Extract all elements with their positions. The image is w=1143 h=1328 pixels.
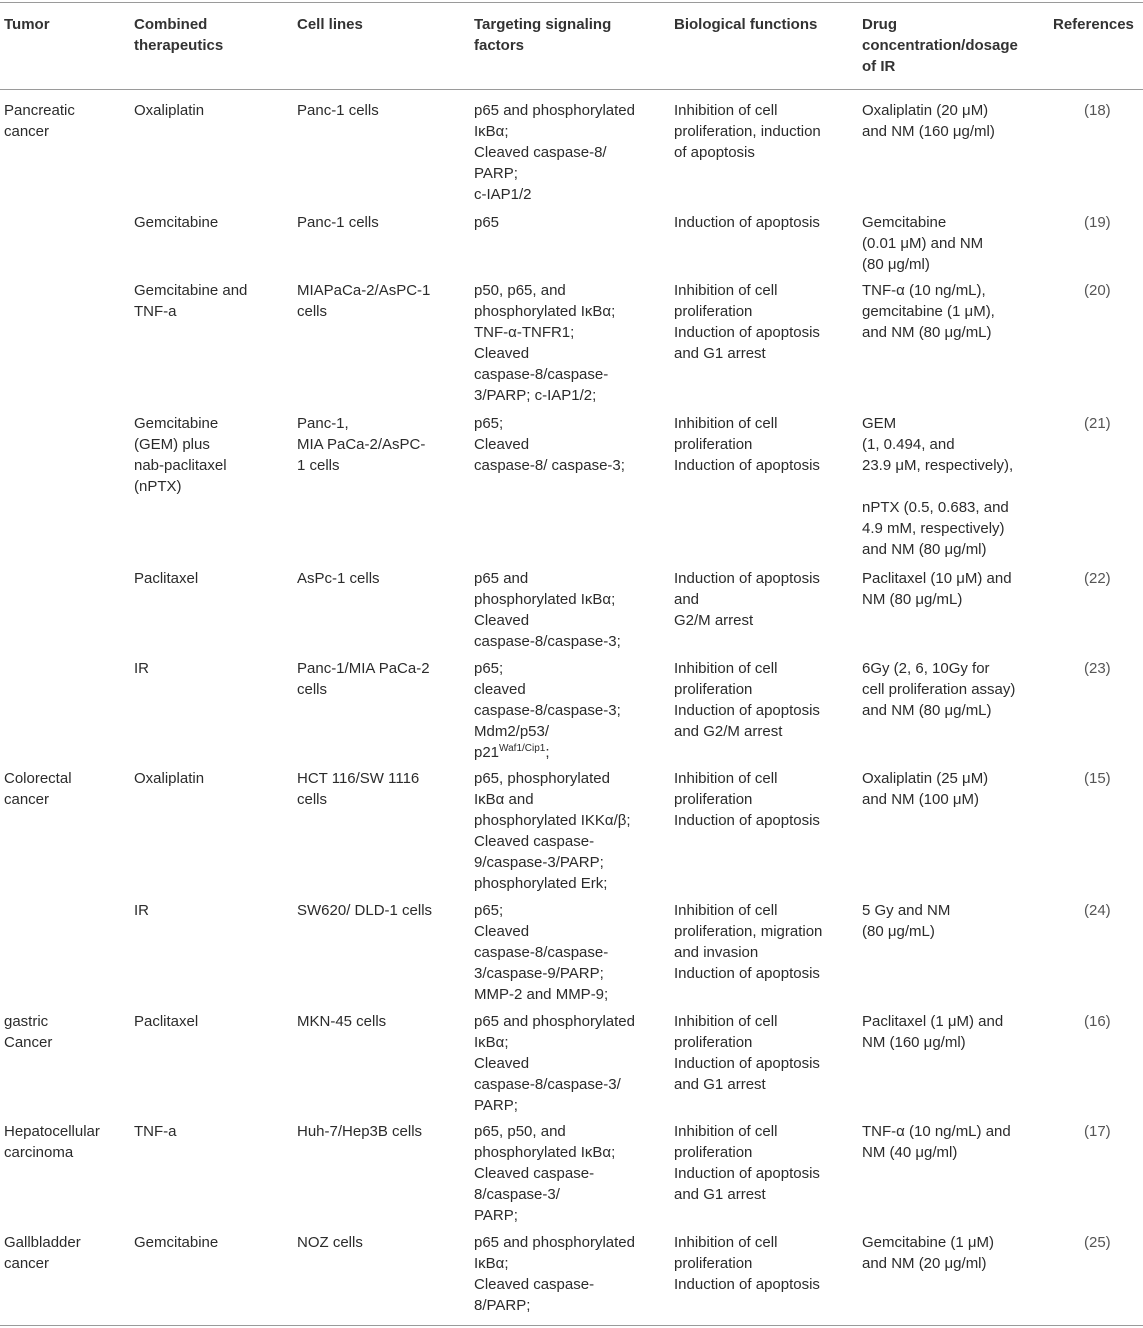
cell-functions: Inhibition of cell proliferation Induction of apoptosis and G1 arrest — [674, 1013, 820, 1093]
cell-reference[interactable]: (17) — [1084, 1123, 1111, 1140]
cell-functions: Inhibition of cell proliferation Induction of apoptosis — [674, 770, 820, 829]
cell-dosage: TNF-α (10 ng/mL) and NM (40 μg/ml) — [862, 1123, 1011, 1161]
cell-factors: p65 and phosphorylated IκBα; Cleaved caspase-8/ PARP; c-IAP1/2 — [474, 102, 635, 203]
header-tumor: Tumor — [4, 16, 50, 33]
header-references: References — [1053, 16, 1134, 33]
cell-functions: Inhibition of cell proliferation, migration and invasion Induction of apoptosis — [674, 902, 823, 982]
cell-reference[interactable]: (24) — [1084, 902, 1111, 919]
cell-functions: Induction of apoptosis — [674, 214, 820, 231]
cell-reference[interactable]: (21) — [1084, 415, 1111, 432]
cell-factors-superscript: Waf1/Cip1 — [499, 743, 546, 754]
cell-cell-lines: NOZ cells — [297, 1234, 363, 1251]
cell-therapeutic: Gemcitabine (GEM) plus nab-paclitaxel (nPTX) — [134, 415, 227, 495]
cell-dosage: Gemcitabine (1 μM) and NM (20 μg/ml) — [862, 1234, 995, 1272]
cell-therapeutic: Oxaliplatin — [134, 770, 205, 787]
cell-dosage: GEM (1, 0.494, and 23.9 μM, respectively), nPTX (0.5, 0.683, and 4.9 mM, respectively) and NM (80 μg/ml) — [862, 415, 1014, 558]
cell-factors: p65; Cleaved caspase-8/caspase- 3/caspase-9/PARP; MMP-2 and MMP-9; — [474, 902, 609, 1003]
cell-reference[interactable]: (22) — [1084, 570, 1111, 587]
cell-factors-tail: ; — [545, 744, 550, 761]
cell-therapeutic: Gemcitabine — [134, 214, 219, 231]
table-header-rule — [0, 89, 1143, 90]
cell-reference[interactable]: (16) — [1084, 1013, 1111, 1030]
cell-cell-lines: HCT 116/SW 1116 cells — [297, 770, 420, 808]
cell-reference[interactable]: (18) — [1084, 102, 1111, 119]
cell-functions: Inhibition of cell proliferation Induction of apoptosis and G1 arrest — [674, 1123, 820, 1203]
cell-factors-text: p65; cleaved caspase-8/caspase-3; Mdm2/p53/ p21 — [474, 660, 621, 761]
cell-therapeutic: Gemcitabine and TNF-a — [134, 282, 248, 320]
cell-factors: p65 and phosphorylated IκBα; Cleaved caspase- 8/PARP; — [474, 1234, 635, 1314]
cell-functions: Inhibition of cell proliferation Induction of apoptosis — [674, 1234, 820, 1293]
cell-cell-lines: Huh-7/Hep3B cells — [297, 1123, 423, 1140]
cell-factors: p65 and phosphorylated IκBα; Cleaved caspase-8/caspase-3; — [474, 570, 621, 650]
cell-functions: Inhibition of cell proliferation Induction of apoptosis and G2/M arrest — [674, 660, 820, 740]
cell-dosage: Oxaliplatin (20 μM) and NM (160 μg/ml) — [862, 102, 995, 140]
table-top-rule — [0, 2, 1143, 3]
cell-dosage: Oxaliplatin (25 μM) and NM (100 μM) — [862, 770, 989, 808]
cell-reference[interactable]: (20) — [1084, 282, 1111, 299]
cell-cell-lines: Panc-1 cells — [297, 214, 379, 231]
cell-cell-lines: MKN-45 cells — [297, 1013, 387, 1030]
cell-therapeutic: IR — [134, 902, 149, 919]
cell-dosage: Gemcitabine (0.01 μM) and NM (80 μg/ml) — [862, 214, 984, 273]
cell-tumor: Pancreatic cancer — [4, 102, 75, 140]
cell-dosage: TNF-α (10 ng/mL), gemcitabine (1 μM), and NM (80 μg/mL) — [862, 282, 995, 341]
header-biological-functions: Biological functions — [674, 16, 818, 33]
header-targeting-factors: Targeting signaling factors — [474, 16, 612, 54]
cell-tumor: gastric Cancer — [4, 1013, 53, 1051]
cell-factors: p50, p65, and phosphorylated IκBα; TNF-α-TNFR1; Cleaved caspase-8/caspase- 3/PARP; c-IAP1/2; — [474, 282, 616, 404]
cell-therapeutic: Paclitaxel — [134, 1013, 199, 1030]
cell-factors: p65; Cleaved caspase-8/ caspase-3; — [474, 415, 625, 474]
cell-tumor: Gallbladder cancer — [4, 1234, 81, 1272]
cell-cell-lines: Panc-1 cells — [297, 102, 379, 119]
cell-factors: p65 — [474, 214, 500, 231]
cell-factors — [474, 658, 664, 763]
cell-factors: p65 and phosphorylated IκBα; Cleaved caspase-8/caspase-3/ PARP; — [474, 1013, 635, 1114]
header-cell-lines: Cell lines — [297, 16, 363, 33]
cell-cell-lines: AsPc-1 cells — [297, 570, 380, 587]
cell-functions: Induction of apoptosis and G2/M arrest — [674, 570, 820, 629]
cell-reference[interactable]: (25) — [1084, 1234, 1111, 1251]
cell-dosage: Paclitaxel (1 μM) and NM (160 μg/ml) — [862, 1013, 1004, 1051]
cell-reference[interactable]: (23) — [1084, 660, 1111, 677]
header-drug-concentration: Drug concentration/dosage of IR — [862, 16, 1018, 75]
cell-therapeutic: TNF-a — [134, 1123, 177, 1140]
cell-cell-lines: Panc-1, MIA PaCa-2/AsPC- 1 cells — [297, 415, 426, 474]
cell-cell-lines: SW620/ DLD-1 cells — [297, 902, 433, 919]
cell-reference[interactable]: (19) — [1084, 214, 1111, 231]
cell-factors: p65, phosphorylated IκBα and phosphorylated IKKα/β; Cleaved caspase- 9/caspase-3/PARP; phosphorylated Erk; — [474, 770, 631, 892]
cell-therapeutic: Oxaliplatin — [134, 102, 205, 119]
cell-functions: Inhibition of cell proliferation Induction of apoptosis — [674, 415, 820, 474]
cell-therapeutic: Gemcitabine — [134, 1234, 219, 1251]
cell-cell-lines: MIAPaCa-2/AsPC-1 cells — [297, 282, 431, 320]
cell-cell-lines: Panc-1/MIA PaCa-2 cells — [297, 660, 430, 698]
cell-dosage: 6Gy (2, 6, 10Gy for cell proliferation assay) and NM (80 μg/mL) — [862, 660, 1016, 719]
cell-factors: p65, p50, and phosphorylated IκBα; Cleaved caspase- 8/caspase-3/ PARP; — [474, 1123, 616, 1224]
cell-dosage: 5 Gy and NM (80 μg/mL) — [862, 902, 951, 940]
cell-functions: Inhibition of cell proliferation, induction of apoptosis — [674, 102, 821, 161]
cell-tumor: Colorectal cancer — [4, 770, 72, 808]
cell-therapeutic: Paclitaxel — [134, 570, 199, 587]
cell-dosage: Paclitaxel (10 μM) and NM (80 μg/mL) — [862, 570, 1012, 608]
header-combined-therapeutics: Combined therapeutics — [134, 16, 224, 54]
cell-tumor: Hepatocellular carcinoma — [4, 1123, 100, 1161]
cell-therapeutic: IR — [134, 660, 149, 677]
cell-reference[interactable]: (15) — [1084, 770, 1111, 787]
table-bottom-rule — [0, 1325, 1143, 1326]
cell-functions: Inhibition of cell proliferation Induction of apoptosis and G1 arrest — [674, 282, 820, 362]
